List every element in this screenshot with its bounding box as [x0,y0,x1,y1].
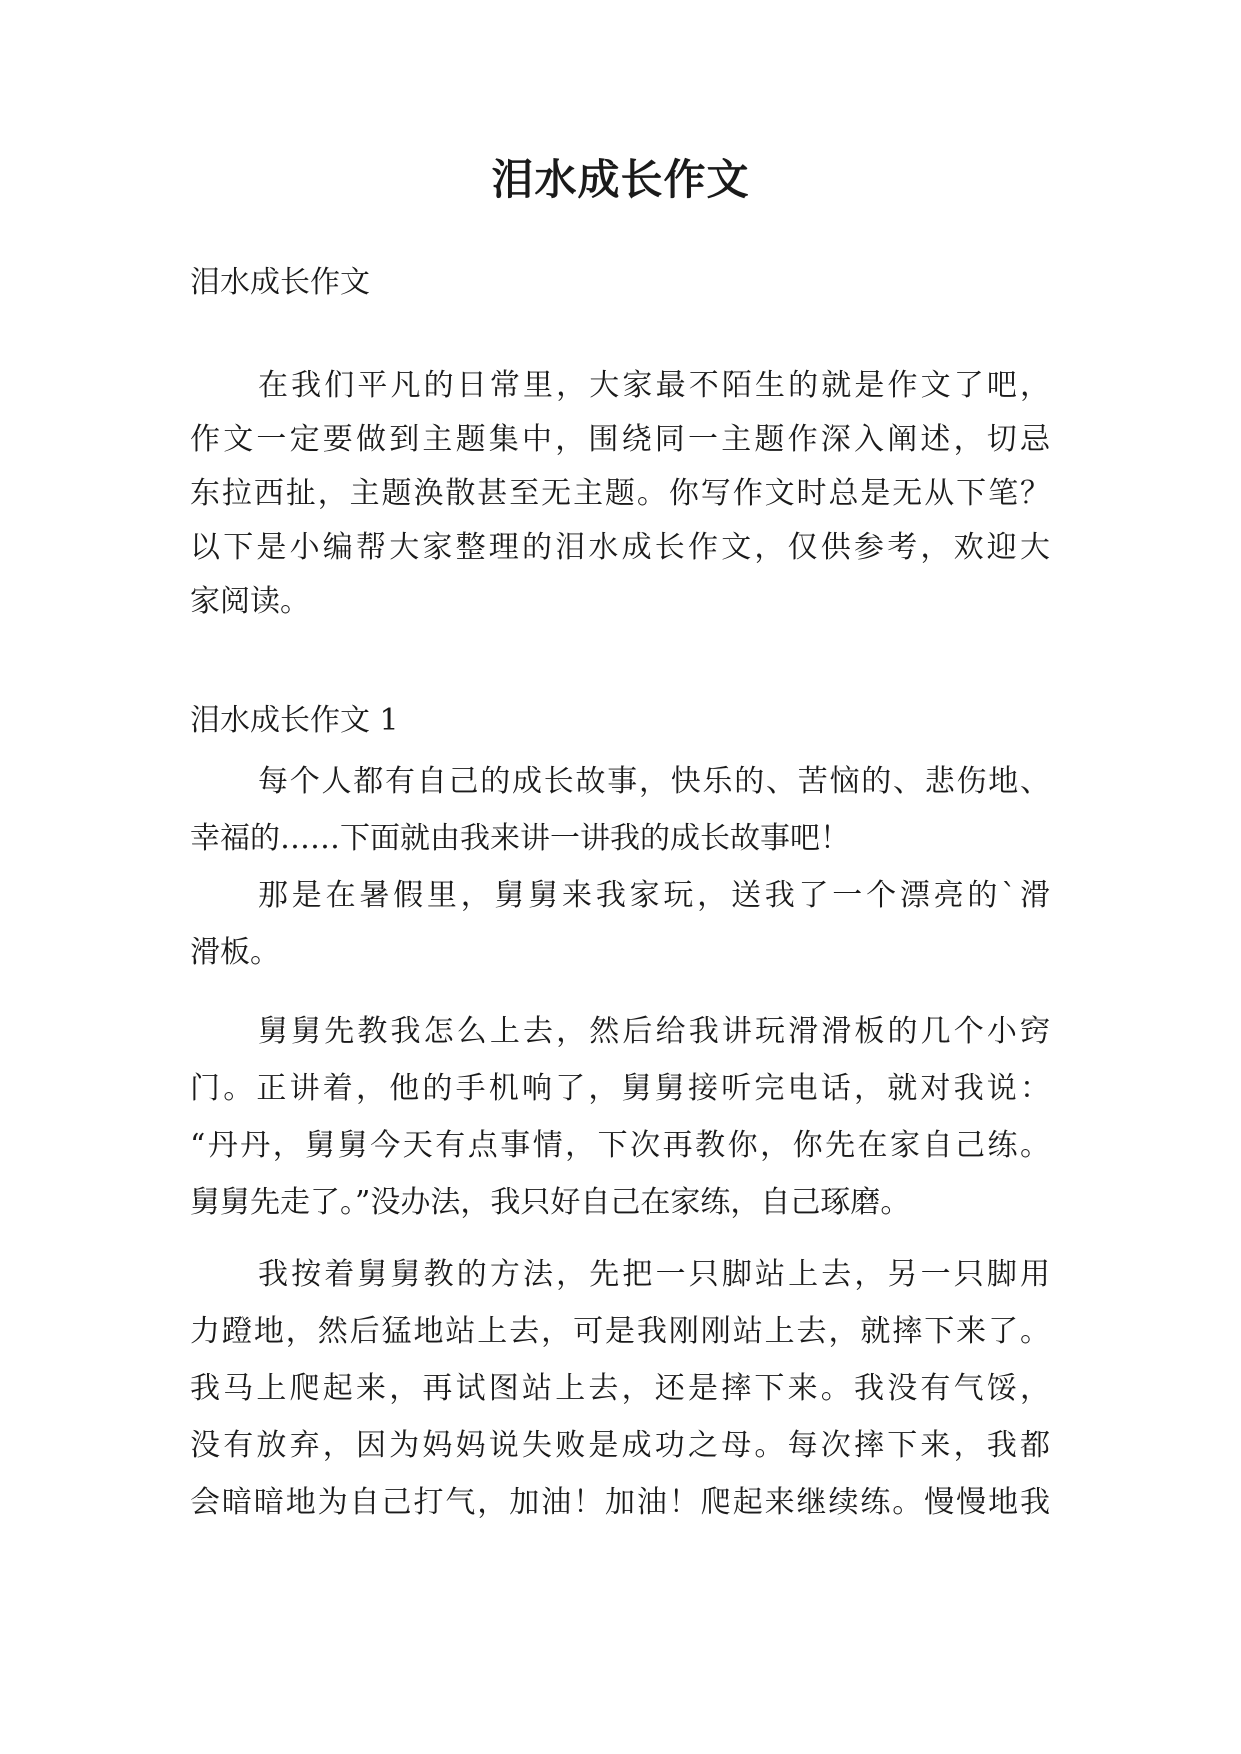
paragraph-text: 滑板。 [190,935,280,970]
paragraph-3-line-3 [0,1117,1241,1175]
intro-text: 作文一定要做到主题集中，围绕同一主题作深入阐述，切忌 [190,422,1050,457]
subtitle-text: 泪水成长作文 [190,265,370,300]
paragraph-2-line-1 [0,867,1241,925]
intro-line-5 [0,573,1241,631]
intro-text: 家阅读。 [190,584,310,619]
paragraph-3-line-4 [0,1174,1241,1232]
section-heading [0,692,1241,750]
paragraph-3-line-1 [0,1003,1241,1061]
paragraph-text: 舅舅先教我怎么上去，然后给我讲玩滑滑板的几个小窍 [258,1014,1050,1049]
paragraph-4-line-4 [0,1417,1241,1475]
intro-line-4 [0,519,1241,577]
section-heading-text: 泪水成长作文 1 [190,703,399,738]
paragraph-1-line-2 [0,810,1241,868]
paragraph-4-line-3 [0,1360,1241,1418]
intro-text: 在我们平凡的日常里，大家最不陌生的就是作文了吧， [258,368,1050,403]
paragraph-text: 我马上爬起来，再试图站上去，还是摔下来。我没有气馁， [190,1371,1050,1406]
intro-line-3 [0,465,1241,523]
paragraph-text: 力蹬地，然后猛地站上去，可是我刚刚站上去，就摔下来了。 [190,1314,1050,1349]
paragraph-text: 幸福的……下面就由我来讲一讲我的成长故事吧！ [190,821,850,856]
paragraph-4-line-2 [0,1303,1241,1361]
document-subtitle [0,254,1241,312]
paragraph-4-line-5 [0,1474,1241,1532]
intro-text: 东拉西扯，主题涣散甚至无主题。你写作文时总是无从下笔？ [190,476,1050,511]
paragraph-4-line-1 [0,1246,1241,1304]
paragraph-1-line-1 [0,753,1241,811]
intro-line-1 [0,357,1241,415]
paragraph-2-line-2 [0,924,1241,982]
paragraph-text: 会暗暗地为自己打气，加油！加油！爬起来继续练。慢慢地我 [190,1485,1050,1520]
paragraph-text: 我按着舅舅教的方法，先把一只脚站上去，另一只脚用 [258,1257,1050,1292]
paragraph-text: 舅舅先走了。”没办法，我只好自己在家练，自己琢磨。 [190,1185,911,1220]
paragraph-text: 每个人都有自己的成长故事，快乐的、苦恼的、悲伤地、 [258,764,1050,799]
paragraph-text: 没有放弃，因为妈妈说失败是成功之母。每次摔下来，我都 [190,1428,1050,1463]
document-title: 泪水成长作文 [491,155,750,204]
paragraph-text: 门。正讲着，他的手机响了，舅舅接听完电话，就对我说： [190,1071,1050,1106]
intro-text: 以下是小编帮大家整理的泪水成长作文，仅供参考，欢迎大 [190,530,1050,565]
intro-line-2 [0,411,1241,469]
paragraph-3-line-2 [0,1060,1241,1118]
paragraph-text: 那是在暑假里，舅舅来我家玩，送我了一个漂亮的`滑 [258,878,1050,913]
paragraph-text: “丹丹，舅舅今天有点事情，下次再教你，你先在家自己练。 [190,1128,1050,1163]
